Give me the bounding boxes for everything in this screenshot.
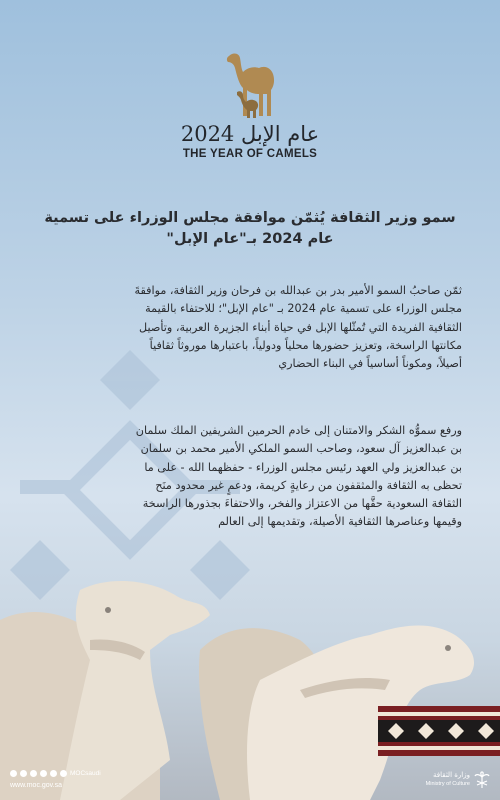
sadu-textile [378, 706, 500, 756]
website-link[interactable]: www.moc.gov.sa [10, 782, 62, 789]
x-icon[interactable] [60, 770, 67, 777]
camels-photo [0, 580, 500, 800]
social-handles [10, 770, 101, 777]
ministry-name [426, 771, 470, 789]
youtube-icon[interactable] [50, 770, 57, 777]
year-of-camels-logo [0, 48, 500, 160]
tiktok-icon[interactable] [40, 770, 47, 777]
camel-logo-icon [219, 48, 281, 120]
paragraph-2-line: الثقافة السعودية حقَّها من الاعتزاز والفخر، والاحتفاءَ بجذورها الراسخة [142, 497, 462, 511]
headline-line-2: عام 2024 بـ"عام الإبل" [166, 231, 334, 247]
logo-arabic-title: عام الإبل 2024 [180, 122, 320, 146]
paragraph-2 [38, 422, 462, 532]
paragraph-2-line: وقيمها وعناصرها الثقافية الأصيلة، وتقديمها إلى العالم [218, 515, 462, 529]
paragraph-1-line: ثمّن صاحبُ السمو الأمير بدر بن عبدالله بن فرحان وزير الثقافة، موافقةَ [134, 284, 462, 297]
paragraph-1 [38, 282, 462, 373]
paragraph-2-line: بن عبدالعزيز آل سعود، وصاحب السمو الملكي الأمير محمد بن سلمان [140, 442, 462, 456]
social-handle[interactable]: MOCsaudi [70, 770, 101, 777]
facebook-icon[interactable] [30, 770, 37, 777]
paragraph-1-line: أصيلاً، ومكوناً أساسياً في البناء الحضاري [278, 357, 462, 371]
paragraph-1-line: مكانتها الراسخة، وتعزيز حضورها محلياً ودولياً، باعتبارها موروثاً ثقافياً [149, 338, 462, 352]
paragraph-1-line: الثقافية الفريدة التي تُمثّلها الإبل في حياة أبناء الجزيرة العربية، وتأصيل [139, 320, 462, 334]
ministry-name-arabic: وزارة الثقافة [433, 771, 470, 779]
logo-english-title: THE YEAR OF CAMELS [182, 148, 318, 160]
snapchat-icon[interactable] [10, 770, 17, 777]
ministry-of-culture-logo [408, 768, 490, 792]
paragraph-2-line: ورفع سموُّه الشكر والامتنان إلى خادم الحرمين الشريفين الملك سلمان [135, 424, 462, 437]
paragraph-2-line: بن عبدالعزيز ولي العهد رئيس مجلس الوزراء - حفظهما الله - على ما [144, 460, 462, 474]
ministry-name-english: Ministry of Culture [425, 781, 470, 787]
headline [40, 208, 460, 250]
headline-line-1: سمو وزير الثقافة يُثمّن موافقة مجلس الوزراء على تسمية [44, 210, 456, 226]
palm-emblem-icon [474, 771, 490, 789]
instagram-icon[interactable] [20, 770, 27, 777]
paragraph-1-line: مجلس الوزراء على تسمية عام 2024 بـ "عام الإبل"؛ للاحتفاء بالقيمة [145, 302, 462, 316]
paragraph-2-line: تحظى به الثقافة والمثقفون من رعايةٍ كريمة، ودعمٍ غير محدود منَح [155, 478, 462, 492]
